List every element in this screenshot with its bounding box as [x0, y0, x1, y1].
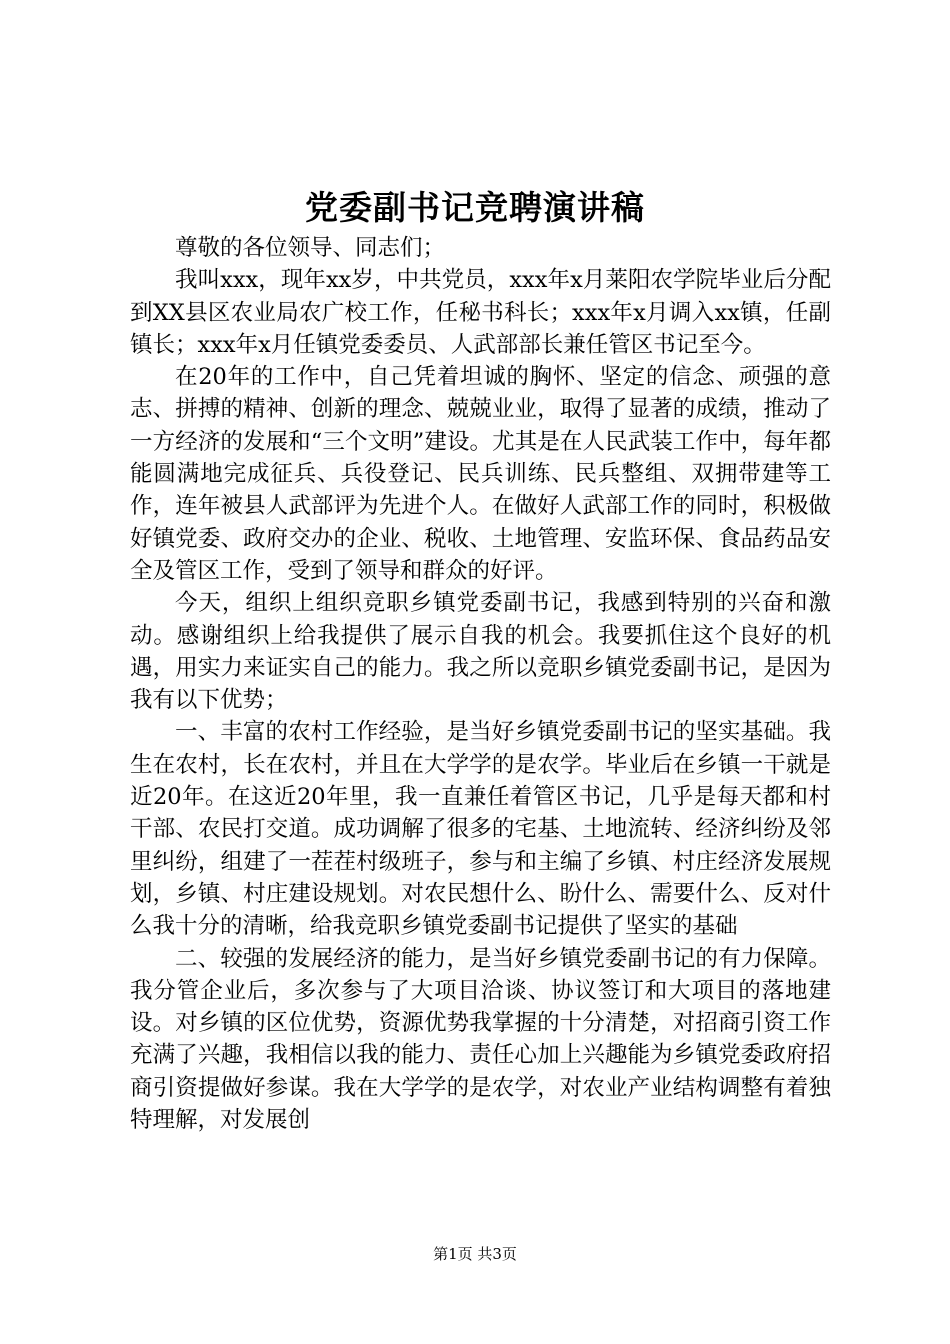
page-footer: 第1页 共3页	[433, 1245, 517, 1263]
advantage-one-paragraph: 一、丰富的农村工作经验，是当好乡镇党委副书记的坚实基础。我生在农村，长在农村，并且在大学学的是农学。毕业后在乡镇一干就是近20年。在这近20年里，我一直兼任着管区书记，几乎是每天都和村干部、农民打交道。成功调解了很多的宅基、土地流转、经济纠纷及邻里纠纷，组建了一茬茬村级班子，参与和主编了乡镇、村庄经济发展规划，乡镇、村庄建设规划。对农民想什么、盼什么、需要什么、反对什么我十分的清晰，给我竞职乡镇党委副书记提供了坚实的基础	[130, 719, 831, 940]
salutation-paragraph: 尊敬的各位领导、同志们；	[175, 235, 446, 261]
work-experience-paragraph: 在20年的工作中，自己凭着坦诚的胸怀、坚定的信念、顽强的意志、拼搏的精神、创新的理念、兢兢业业，取得了显著的成绩，推动了一方经济的发展和“三个文明”建设。尤其是在人民武装工作中，每年都能圆满地完成征兵、兵役登记、民兵训练、民兵整组、双拥带建等工作，连年被县人武部评为先进个人。在做好人武部工作的同时，积极做好镇党委、政府交办的企业、税收、土地管理、安监环保、食品药品安全及管区工作，受到了领导和群众的好评。	[130, 364, 831, 584]
document-body	[130, 232, 831, 1136]
motivation-paragraph: 今天，组织上组织竞职乡镇党委副书记，我感到特别的兴奋和激动。感谢组织上给我提供了展示自我的机会。我要抓住这个良好的机遇，用实力来证实自己的能力。我之所以竞职乡镇党委副书记，是因为我有以下优势；	[130, 590, 831, 714]
document-title: 党委副书记竞聘演讲稿	[305, 188, 645, 227]
introduction-paragraph: 我叫xxx，现年xx岁，中共党员，xxx年x月莱阳农学院毕业后分配到XX县区农业局农广校工作，任秘书科长；xxx年x月调入xx镇，任副镇长；xxx年x月任镇党委委员、人武部部长兼任管区书记至今。	[130, 267, 831, 358]
advantage-two-paragraph: 二、较强的发展经济的能力，是当好乡镇党委副书记的有力保障。我分管企业后，多次参与了大项目洽谈、协议签订和大项目的落地建设。对乡镇的区位优势，资源优势我掌握的十分清楚，对招商引资工作充满了兴趣，我相信以我的能力、责任心加上兴趣能为乡镇党委政府招商引资提做好参谋。我在大学学的是农学，对农业产业结构调整有着独特理解，对发展创	[130, 945, 831, 1134]
